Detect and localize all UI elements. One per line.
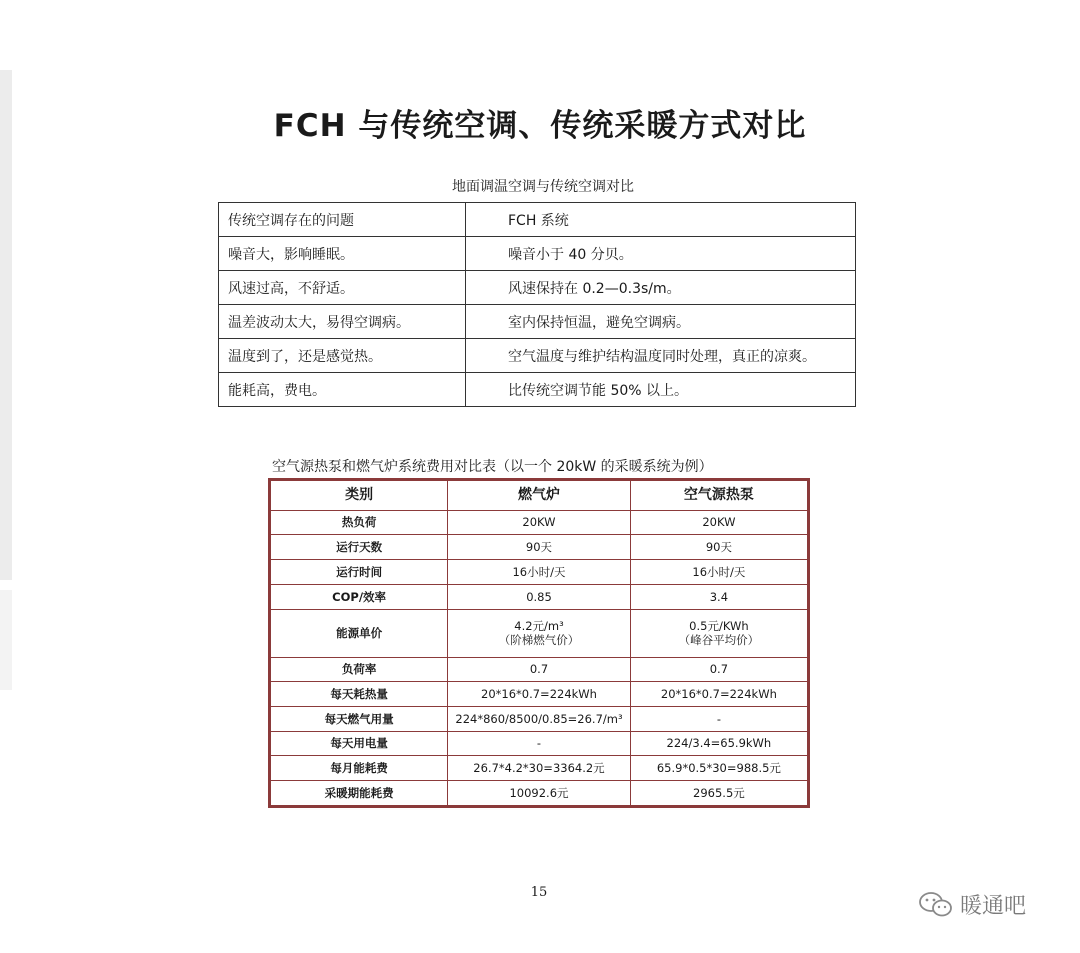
table-row <box>271 682 808 707</box>
left-edge-strip <box>0 70 12 580</box>
problem-cell: 温度到了，还是感觉热。 <box>219 339 466 373</box>
table2-caption: 空气源热泵和燃气炉系统费用对比表（以一个 20kW 的采暖系统为例） <box>272 459 713 475</box>
row-label: 能源单价 <box>271 609 448 657</box>
watermark-text: 暖通吧 <box>960 894 1027 919</box>
gas-value: 0.7 <box>529 662 549 677</box>
problem-cell: 温差波动太大，易得空调病。 <box>219 305 466 339</box>
row-label: COP/效率 <box>271 584 448 609</box>
header-cell-air-source-heat-pump: 空气源热泵 <box>630 481 807 511</box>
table-row <box>271 560 808 585</box>
gas-value: 224*860/8500/0.85=26.7/m³ <box>455 711 623 726</box>
heat-pump-value-cell <box>630 657 807 682</box>
table-row <box>219 271 856 305</box>
table-header-row <box>219 203 856 237</box>
gas-value: 0.85 <box>526 589 552 604</box>
gas-value-cell <box>448 584 631 609</box>
heat-pump-value: - <box>716 711 721 726</box>
gas-value: - <box>536 736 542 751</box>
gas-value: 26.7*4.2*30=3364.2元 <box>473 761 605 776</box>
table1-caption: 地面调温空调与传统空调对比 <box>452 179 634 195</box>
gas-value-cell <box>448 756 631 781</box>
gas-value-cell <box>448 731 631 756</box>
cost-comparison-table <box>270 480 808 806</box>
table-row <box>271 584 808 609</box>
gas-value-cell <box>448 560 631 585</box>
row-label: 每天燃气用量 <box>271 707 448 732</box>
header-cell-problem: 传统空调存在的问题 <box>219 203 466 237</box>
gas-value: 16小时/天 <box>512 564 566 579</box>
problem-cell: 噪音大，影响睡眠。 <box>219 237 466 271</box>
heat-pump-value-note: （峰谷平均价） <box>678 633 760 648</box>
heat-pump-value: 90天 <box>705 540 732 555</box>
gas-value: 4.2元/m³ <box>514 618 564 633</box>
table-row <box>271 731 808 756</box>
heat-pump-value-cell <box>630 731 807 756</box>
gas-value-cell <box>448 781 631 806</box>
header-cell-gas-furnace: 燃气炉 <box>448 481 631 511</box>
table-header-row <box>271 481 808 511</box>
row-label: 每月能耗费 <box>271 756 448 781</box>
gas-value-cell <box>448 510 631 535</box>
table-row <box>271 609 808 657</box>
gas-value-cell <box>448 682 631 707</box>
fch-cell: 空气温度与维护结构温度同时处理，真正的凉爽。 <box>466 339 856 373</box>
heat-pump-value: 2965.5元 <box>693 785 745 800</box>
heat-pump-value: 0.7 <box>709 662 729 677</box>
heat-pump-value-cell <box>630 535 807 560</box>
gas-value-cell <box>448 707 631 732</box>
wechat-icon <box>918 891 954 919</box>
problem-cell: 风速过高，不舒适。 <box>219 271 466 305</box>
row-label: 运行时间 <box>271 560 448 585</box>
heat-pump-value: 65.9*0.5*30=988.5元 <box>656 761 781 776</box>
gas-value-note: （阶梯燃气价） <box>498 633 580 648</box>
fch-cell: 比传统空调节能 50% 以上。 <box>466 373 856 407</box>
comparison-table-fch <box>218 202 856 407</box>
gas-value: 10092.6元 <box>509 785 569 800</box>
problem-cell: 能耗高，费电。 <box>219 373 466 407</box>
fch-cell: 噪音小于 40 分贝。 <box>466 237 856 271</box>
page-title: FCH 与传统空调、传统采暖方式对比 <box>273 108 807 144</box>
gas-value: 20*16*0.7=224kWh <box>481 686 597 701</box>
heat-pump-value: 16小时/天 <box>692 564 746 579</box>
table-row <box>271 510 808 535</box>
table-row <box>219 339 856 373</box>
heat-pump-value: 0.5元/KWh <box>689 618 749 633</box>
left-edge-strip-lower <box>0 590 12 690</box>
heat-pump-value-cell <box>630 682 807 707</box>
fch-cell: 室内保持恒温，避免空调病。 <box>466 305 856 339</box>
watermark <box>918 889 1026 920</box>
heat-pump-value-cell <box>630 560 807 585</box>
heat-pump-value-cell <box>630 756 807 781</box>
fch-cell: 风速保持在 0.2—0.3s/m。 <box>466 271 856 305</box>
table-row <box>271 756 808 781</box>
row-label: 运行天数 <box>271 535 448 560</box>
cost-table-frame <box>268 478 810 808</box>
table-row <box>219 373 856 407</box>
table-row <box>271 535 808 560</box>
heat-pump-value-cell <box>630 510 807 535</box>
gas-value-cell <box>448 657 631 682</box>
heat-pump-value: 20KW <box>702 515 736 530</box>
gas-value-cell <box>448 609 631 657</box>
row-label: 热负荷 <box>271 510 448 535</box>
heat-pump-value: 20*16*0.7=224kWh <box>660 686 777 701</box>
gas-value: 20KW <box>522 515 556 530</box>
table-row <box>219 237 856 271</box>
table-row <box>271 657 808 682</box>
heat-pump-value-cell <box>630 781 807 806</box>
gas-value-cell <box>448 535 631 560</box>
heat-pump-value-cell <box>630 707 807 732</box>
row-label: 采暖期能耗费 <box>271 781 448 806</box>
table-row <box>271 707 808 732</box>
heat-pump-value-cell <box>630 584 807 609</box>
page-number: 15 <box>530 885 548 900</box>
heat-pump-value: 224/3.4=65.9kWh <box>666 736 772 751</box>
header-cell-category: 类别 <box>271 481 448 511</box>
row-label: 每天用电量 <box>271 731 448 756</box>
heat-pump-value: 3.4 <box>709 589 729 604</box>
row-label: 负荷率 <box>271 657 448 682</box>
gas-value: 90天 <box>525 540 553 555</box>
table-row <box>271 781 808 806</box>
table-row <box>219 305 856 339</box>
row-label: 每天耗热量 <box>271 682 448 707</box>
heat-pump-value-cell <box>630 609 807 657</box>
header-cell-fch: FCH 系统 <box>466 203 856 237</box>
